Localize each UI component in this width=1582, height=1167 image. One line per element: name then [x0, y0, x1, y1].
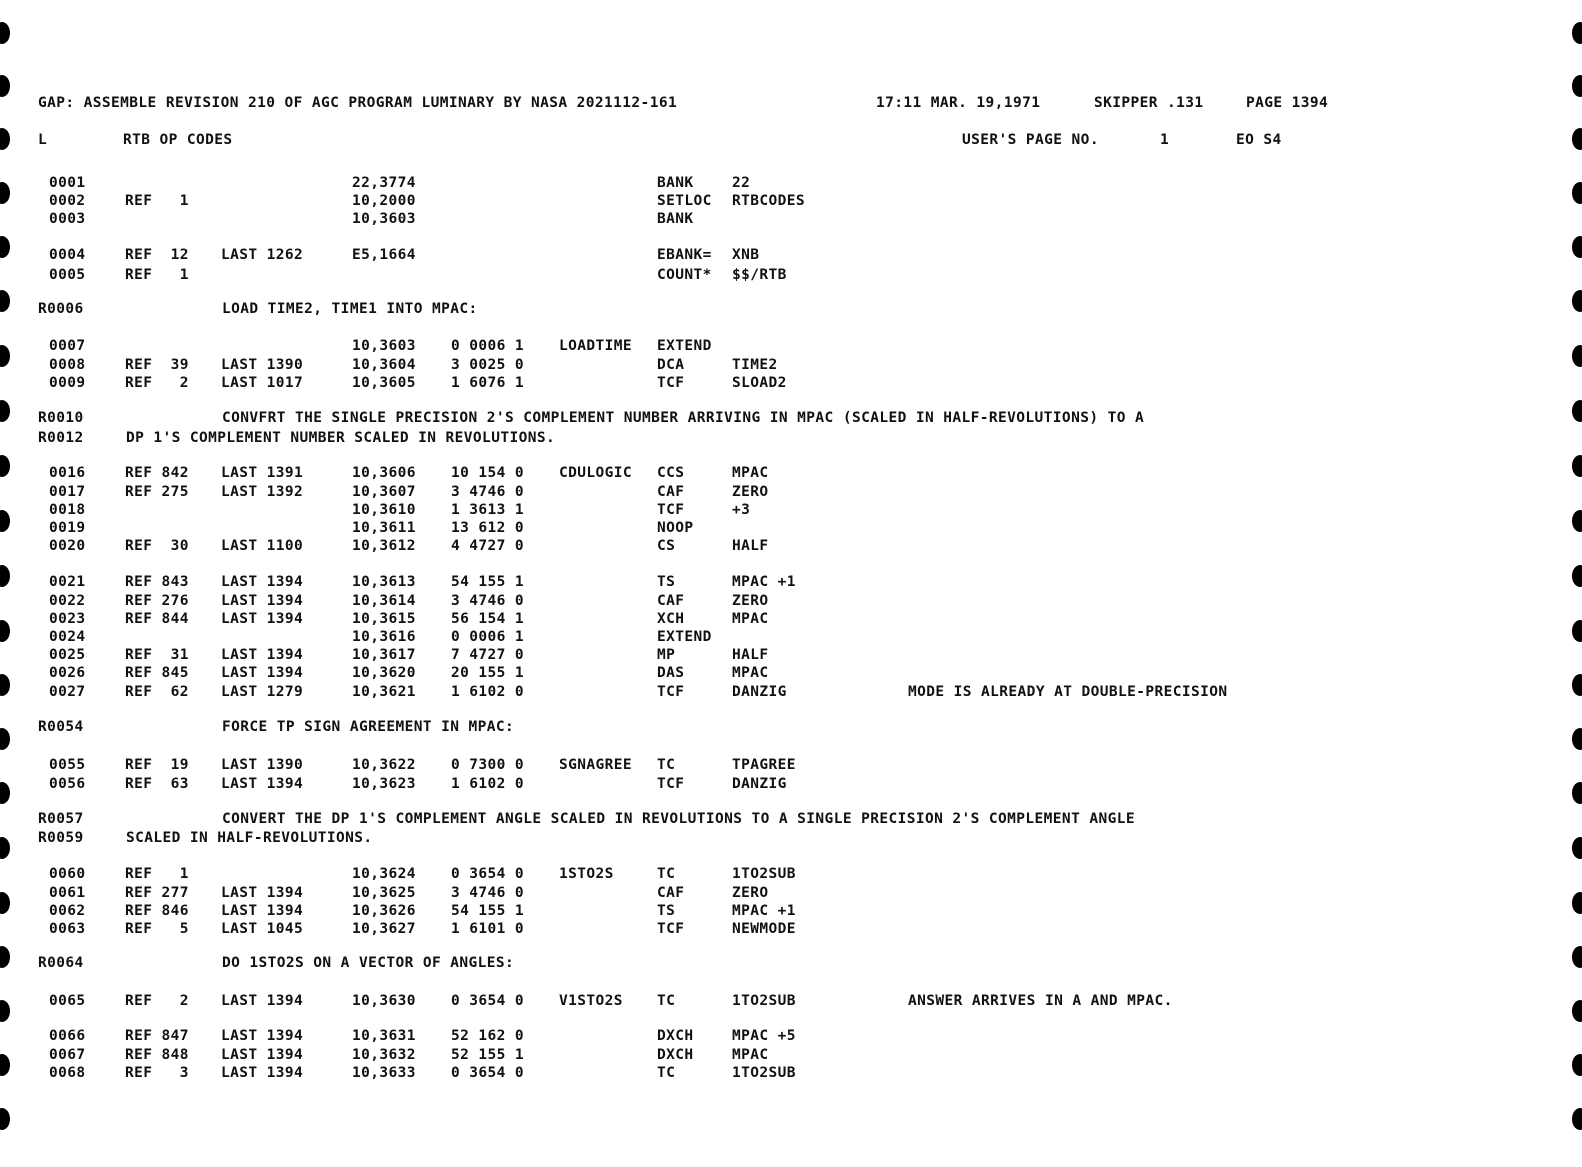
- octal-code: 1 6102 0: [451, 684, 525, 700]
- octal-code: 3 0025 0: [451, 357, 525, 373]
- octal-code: 54 155 1: [451, 903, 525, 919]
- opcode: XCH: [657, 611, 685, 627]
- address: 10,2000: [352, 193, 416, 209]
- octal-code: 3 4746 0: [451, 484, 525, 500]
- remark-line-number: R0012: [38, 430, 84, 446]
- symbol-label: V1STO2S: [559, 993, 623, 1009]
- address: 10,3604: [352, 357, 416, 373]
- remark-line-number: R0064: [38, 955, 84, 971]
- subheader-users-page-num: 1: [1160, 132, 1170, 148]
- octal-code: 1 3613 1: [451, 502, 525, 518]
- opcode: BANK: [657, 211, 694, 227]
- last-ref: LAST 1394: [221, 885, 304, 901]
- address: 10,3630: [352, 993, 416, 1009]
- octal-code: 13 612 0: [451, 520, 525, 536]
- line-number: 0066: [49, 1028, 86, 1044]
- opcode: CAF: [657, 885, 685, 901]
- opcode: MP: [657, 647, 676, 663]
- address: 10,3622: [352, 757, 416, 773]
- tractor-hole: [0, 620, 10, 642]
- tractor-hole: [1572, 892, 1582, 914]
- remark-text: CONVERT THE DP 1'S COMPLEMENT ANGLE SCALED IN REVOLUTIONS TO A SINGLE PRECISION 2'S COMPLEMENT ANGLE: [222, 811, 1135, 827]
- last-ref: LAST 1394: [221, 647, 304, 663]
- operand: MPAC: [732, 665, 769, 681]
- last-ref: LAST 1394: [221, 776, 304, 792]
- octal-code: 1 6102 0: [451, 776, 525, 792]
- opcode: TC: [657, 1065, 676, 1081]
- tractor-hole: [1572, 674, 1582, 696]
- opcode: SETLOC: [657, 193, 712, 209]
- octal-code: 0 3654 0: [451, 993, 525, 1009]
- opcode: CCS: [657, 465, 685, 481]
- operand: MPAC: [732, 465, 769, 481]
- ref-count: REF 30: [125, 538, 189, 554]
- octal-code: 0 3654 0: [451, 1065, 525, 1081]
- octal-code: 20 155 1: [451, 665, 525, 681]
- octal-code: 52 162 0: [451, 1028, 525, 1044]
- tractor-hole: [0, 1000, 10, 1022]
- octal-code: 0 3654 0: [451, 866, 525, 882]
- ref-count: REF 39: [125, 357, 189, 373]
- last-ref: LAST 1394: [221, 665, 304, 681]
- address: 10,3616: [352, 629, 416, 645]
- line-number: 0019: [49, 520, 86, 536]
- operand: 1TO2SUB: [732, 866, 796, 882]
- subheader-eo: EO S4: [1236, 132, 1282, 148]
- symbol-label: SGNAGREE: [559, 757, 633, 773]
- last-ref: LAST 1392: [221, 484, 304, 500]
- line-number: 0068: [49, 1065, 86, 1081]
- ref-count: REF 62: [125, 684, 189, 700]
- last-ref: LAST 1279: [221, 684, 304, 700]
- tractor-hole: [1572, 1108, 1582, 1130]
- opcode: NOOP: [657, 520, 694, 536]
- header-skipper: SKIPPER .131: [1094, 95, 1204, 111]
- operand: ZERO: [732, 484, 769, 500]
- octal-code: 3 4746 0: [451, 593, 525, 609]
- octal-code: 0 0006 1: [451, 338, 525, 354]
- remark-text: DO 1STO2S ON A VECTOR OF ANGLES:: [222, 955, 515, 971]
- last-ref: LAST 1100: [221, 538, 304, 554]
- address: 10,3631: [352, 1028, 416, 1044]
- line-number: 0008: [49, 357, 86, 373]
- opcode: CAF: [657, 484, 685, 500]
- remark-text: SCALED IN HALF-REVOLUTIONS.: [126, 830, 373, 846]
- tractor-hole: [1572, 728, 1582, 750]
- address: 10,3613: [352, 574, 416, 590]
- opcode: TC: [657, 757, 676, 773]
- ref-count: REF 846: [125, 903, 189, 919]
- line-number: 0056: [49, 776, 86, 792]
- tractor-hole: [1572, 946, 1582, 968]
- operand: DANZIG: [732, 684, 787, 700]
- line-number: 0021: [49, 574, 86, 590]
- last-ref: LAST 1394: [221, 1047, 304, 1063]
- operand: ZERO: [732, 885, 769, 901]
- last-ref: LAST 1394: [221, 593, 304, 609]
- address: 10,3633: [352, 1065, 416, 1081]
- ref-count: REF 19: [125, 757, 189, 773]
- opcode: TCF: [657, 776, 685, 792]
- opcode: EBANK=: [657, 247, 712, 263]
- tractor-hole: [1572, 345, 1582, 367]
- line-number: 0060: [49, 866, 86, 882]
- remark-line-number: R0006: [38, 301, 84, 317]
- ref-count: REF 63: [125, 776, 189, 792]
- line-number: 0055: [49, 757, 86, 773]
- address: 10,3606: [352, 465, 416, 481]
- octal-code: 7 4727 0: [451, 647, 525, 663]
- tractor-hole: [1572, 128, 1582, 150]
- address: 10,3610: [352, 502, 416, 518]
- tractor-hole: [1572, 75, 1582, 97]
- opcode: CAF: [657, 593, 685, 609]
- symbol-label: LOADTIME: [559, 338, 633, 354]
- subheader-log: L: [38, 132, 48, 148]
- tractor-hole: [1572, 236, 1582, 258]
- line-number: 0017: [49, 484, 86, 500]
- tractor-hole: [0, 1108, 10, 1130]
- operand: HALF: [732, 647, 769, 663]
- remark-line-number: R0054: [38, 719, 84, 735]
- tractor-hole: [1572, 22, 1582, 44]
- line-number: 0007: [49, 338, 86, 354]
- header-datetime: 17:11 MAR. 19,1971: [876, 95, 1041, 111]
- ref-count: REF 5: [125, 921, 189, 937]
- tractor-hole: [0, 674, 10, 696]
- right-tractor-holes: [1564, 0, 1582, 1167]
- octal-code: 0 0006 1: [451, 629, 525, 645]
- opcode: DCA: [657, 357, 685, 373]
- opcode: DXCH: [657, 1047, 694, 1063]
- line-number: 0016: [49, 465, 86, 481]
- line-number: 0061: [49, 885, 86, 901]
- address: 10,3607: [352, 484, 416, 500]
- address: E5,1664: [352, 247, 416, 263]
- operand: TPAGREE: [732, 757, 796, 773]
- ref-count: REF 2: [125, 375, 189, 391]
- line-number: 0067: [49, 1047, 86, 1063]
- operand: 22: [732, 175, 751, 191]
- opcode: COUNT*: [657, 267, 712, 283]
- ref-count: REF 276: [125, 593, 189, 609]
- operand: RTBCODES: [732, 193, 806, 209]
- ref-count: REF 3: [125, 1065, 189, 1081]
- subheader-section: RTB OP CODES: [123, 132, 233, 148]
- page-subheader: [0, 131, 1282, 149]
- remark-line-number: R0057: [38, 811, 84, 827]
- operand: MPAC +5: [732, 1028, 796, 1044]
- comment: MODE IS ALREADY AT DOUBLE-PRECISION: [908, 684, 1228, 700]
- tractor-hole: [0, 455, 10, 477]
- last-ref: LAST 1391: [221, 465, 304, 481]
- address: 10,3603: [352, 211, 416, 227]
- operand: DANZIG: [732, 776, 787, 792]
- opcode: TS: [657, 574, 676, 590]
- tractor-hole: [0, 728, 10, 750]
- tractor-hole: [0, 510, 10, 532]
- opcode: TCF: [657, 375, 685, 391]
- address: 10,3603: [352, 338, 416, 354]
- tractor-hole: [0, 236, 10, 258]
- address: 10,3614: [352, 593, 416, 609]
- last-ref: LAST 1390: [221, 357, 304, 373]
- line-number: 0062: [49, 903, 86, 919]
- line-number: 0005: [49, 267, 86, 283]
- tractor-hole: [0, 1054, 10, 1076]
- line-number: 0022: [49, 593, 86, 609]
- operand: HALF: [732, 538, 769, 554]
- address: 10,3615: [352, 611, 416, 627]
- octal-code: 4 4727 0: [451, 538, 525, 554]
- address: 10,3626: [352, 903, 416, 919]
- address: 10,3605: [352, 375, 416, 391]
- opcode: DAS: [657, 665, 685, 681]
- header-title: GAP: ASSEMBLE REVISION 210 OF AGC PROGRAM LUMINARY BY NASA 2021112-161: [38, 95, 678, 111]
- ref-count: REF 847: [125, 1028, 189, 1044]
- operand: ZERO: [732, 593, 769, 609]
- last-ref: LAST 1045: [221, 921, 304, 937]
- line-number: 0027: [49, 684, 86, 700]
- remark-line-number: R0010: [38, 410, 84, 426]
- last-ref: LAST 1394: [221, 903, 304, 919]
- remark-text: LOAD TIME2, TIME1 INTO MPAC:: [222, 301, 478, 317]
- remark-line-number: R0059: [38, 830, 84, 846]
- ref-count: REF 277: [125, 885, 189, 901]
- last-ref: LAST 1394: [221, 1028, 304, 1044]
- opcode: EXTEND: [657, 629, 712, 645]
- octal-code: 3 4746 0: [451, 885, 525, 901]
- tractor-hole: [0, 290, 10, 312]
- tractor-hole: [0, 22, 10, 44]
- tractor-hole: [1572, 565, 1582, 587]
- line-number: 0025: [49, 647, 86, 663]
- opcode: TCF: [657, 502, 685, 518]
- address: 10,3623: [352, 776, 416, 792]
- last-ref: LAST 1394: [221, 574, 304, 590]
- opcode: TC: [657, 993, 676, 1009]
- remark-text: FORCE TP SIGN AGREEMENT IN MPAC:: [222, 719, 515, 735]
- line-number: 0009: [49, 375, 86, 391]
- tractor-hole: [0, 782, 10, 804]
- operand: XNB: [732, 247, 760, 263]
- tractor-hole: [1572, 290, 1582, 312]
- octal-code: 10 154 0: [451, 465, 525, 481]
- last-ref: LAST 1262: [221, 247, 304, 263]
- line-number: 0065: [49, 993, 86, 1009]
- tractor-hole: [0, 565, 10, 587]
- opcode: TCF: [657, 921, 685, 937]
- comment: ANSWER ARRIVES IN A AND MPAC.: [908, 993, 1173, 1009]
- address: 10,3611: [352, 520, 416, 536]
- octal-code: 52 155 1: [451, 1047, 525, 1063]
- operand: +3: [732, 502, 751, 518]
- tractor-hole: [1572, 182, 1582, 204]
- tractor-hole: [1572, 400, 1582, 422]
- operand: 1TO2SUB: [732, 1065, 796, 1081]
- ref-count: REF 1: [125, 866, 189, 882]
- octal-code: 56 154 1: [451, 611, 525, 627]
- address: 10,3627: [352, 921, 416, 937]
- opcode: TCF: [657, 684, 685, 700]
- line-number: 0002: [49, 193, 86, 209]
- line-number: 0001: [49, 175, 86, 191]
- opcode: DXCH: [657, 1028, 694, 1044]
- opcode: TC: [657, 866, 676, 882]
- last-ref: LAST 1394: [221, 1065, 304, 1081]
- ref-count: REF 844: [125, 611, 189, 627]
- page-header: [0, 94, 1329, 112]
- octal-code: 1 6076 1: [451, 375, 525, 391]
- operand: $$/RTB: [732, 267, 787, 283]
- octal-code: 1 6101 0: [451, 921, 525, 937]
- address: 22,3774: [352, 175, 416, 191]
- address: 10,3621: [352, 684, 416, 700]
- operand: TIME2: [732, 357, 778, 373]
- tractor-hole: [0, 946, 10, 968]
- tractor-hole: [1572, 1054, 1582, 1076]
- tractor-hole: [1572, 620, 1582, 642]
- line-number: 0024: [49, 629, 86, 645]
- last-ref: LAST 1394: [221, 611, 304, 627]
- last-ref: LAST 1390: [221, 757, 304, 773]
- address: 10,3625: [352, 885, 416, 901]
- ref-count: REF 1: [125, 267, 189, 283]
- address: 10,3632: [352, 1047, 416, 1063]
- line-number: 0004: [49, 247, 86, 263]
- operand: MPAC: [732, 611, 769, 627]
- symbol-label: 1STO2S: [559, 866, 614, 882]
- last-ref: LAST 1394: [221, 993, 304, 1009]
- ref-count: REF 2: [125, 993, 189, 1009]
- line-number: 0018: [49, 502, 86, 518]
- remark-text: DP 1'S COMPLEMENT NUMBER SCALED IN REVOLUTIONS.: [126, 430, 556, 446]
- tractor-hole: [0, 837, 10, 859]
- tractor-hole: [1572, 1000, 1582, 1022]
- operand: MPAC +1: [732, 903, 796, 919]
- ref-count: REF 12: [125, 247, 189, 263]
- operand: NEWMODE: [732, 921, 796, 937]
- last-ref: LAST 1017: [221, 375, 304, 391]
- address: 10,3617: [352, 647, 416, 663]
- opcode: TS: [657, 903, 676, 919]
- remark-text: CONVFRT THE SINGLE PRECISION 2'S COMPLEMENT NUMBER ARRIVING IN MPAC (SCALED IN HALF-REVOLUTIONS) TO A: [222, 410, 1145, 426]
- opcode: BANK: [657, 175, 694, 191]
- line-number: 0003: [49, 211, 86, 227]
- opcode: EXTEND: [657, 338, 712, 354]
- tractor-hole: [1572, 837, 1582, 859]
- operand: SLOAD2: [732, 375, 787, 391]
- line-number: 0020: [49, 538, 86, 554]
- tractor-hole: [0, 892, 10, 914]
- line-number: 0063: [49, 921, 86, 937]
- octal-code: 54 155 1: [451, 574, 525, 590]
- subheader-users-page: USER'S PAGE NO.: [962, 132, 1099, 148]
- header-page: PAGE 1394: [1246, 95, 1329, 111]
- ref-count: REF 842: [125, 465, 189, 481]
- tractor-hole: [0, 345, 10, 367]
- operand: MPAC: [732, 1047, 769, 1063]
- address: 10,3612: [352, 538, 416, 554]
- tractor-hole: [1572, 510, 1582, 532]
- ref-count: REF 1: [125, 193, 189, 209]
- ref-count: REF 843: [125, 574, 189, 590]
- ref-count: REF 845: [125, 665, 189, 681]
- line-number: 0026: [49, 665, 86, 681]
- address: 10,3620: [352, 665, 416, 681]
- opcode: CS: [657, 538, 676, 554]
- symbol-label: CDULOGIC: [559, 465, 633, 481]
- octal-code: 0 7300 0: [451, 757, 525, 773]
- tractor-hole: [0, 400, 10, 422]
- tractor-hole: [1572, 782, 1582, 804]
- tractor-hole: [1572, 455, 1582, 477]
- ref-count: REF 275: [125, 484, 189, 500]
- line-number: 0023: [49, 611, 86, 627]
- operand: 1TO2SUB: [732, 993, 796, 1009]
- address: 10,3624: [352, 866, 416, 882]
- ref-count: REF 31: [125, 647, 189, 663]
- ref-count: REF 848: [125, 1047, 189, 1063]
- operand: MPAC +1: [732, 574, 796, 590]
